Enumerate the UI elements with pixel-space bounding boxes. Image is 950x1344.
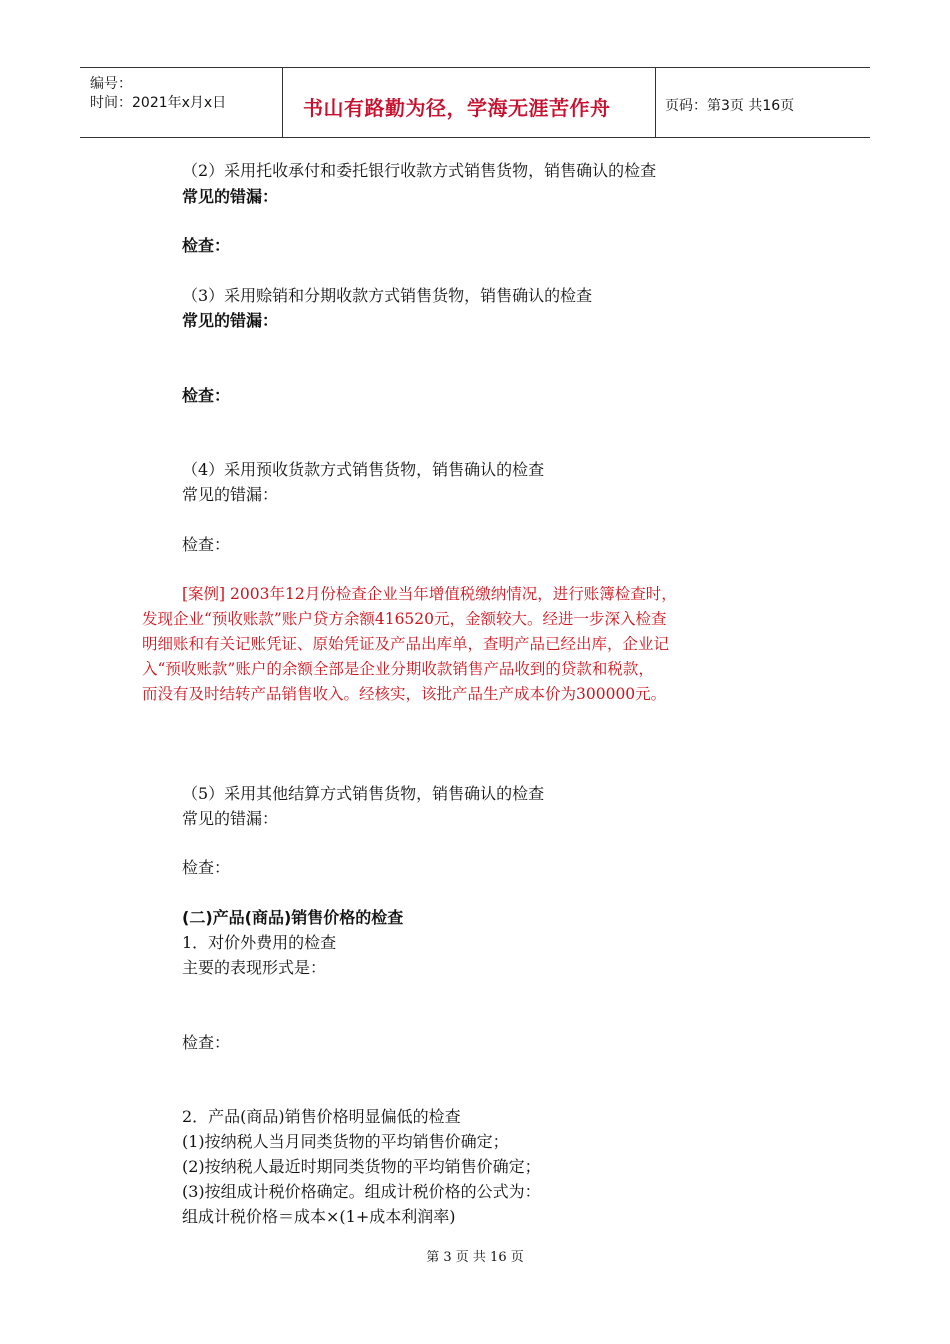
header-page-cell [656,68,870,137]
section-5-check-label: 检查： [182,858,231,877]
section-4-title: （4）采用预收货款方式销售货物，销售确认的检查 [182,460,545,479]
item-2-line-1: (1)按纳税人当月同类货物的平均销售价确定； [182,1132,509,1151]
header-page-info: 页码：第3页 共16页 [665,98,795,114]
item-2-line-4: 组成计税价格＝成本×(1+成本利润率) [182,1207,456,1226]
case-line-1: [案例] 2003年12月份检查企业当年增值税缴纳情况，进行账簿检查时， [182,585,677,603]
section-3-errors-label: 常见的错漏： [182,311,279,330]
section-4-errors-label: 常见的错漏： [182,485,279,504]
section-5-title: （5）采用其他结算方式销售货物，销售确认的检查 [182,784,545,803]
section-3-check-label: 检查： [182,386,231,405]
item-2-line-2: (2)按纳税人最近时期同类货物的平均销售价确定； [182,1157,541,1176]
section-3-title: （3）采用赊销和分期收款方式销售货物，销售确认的检查 [182,286,593,305]
section-2-errors-label: 常见的错漏： [182,187,279,206]
item-1-check-label: 检查： [182,1033,231,1052]
section-4-check-label: 检查： [182,535,231,554]
section-5-errors-label: 常见的错漏： [182,809,279,828]
item-1-forms-label: 主要的表现形式是： [182,958,327,977]
part-2-heading: (二)产品(商品)销售价格的检查 [182,908,404,927]
item-2-title: 2．产品(商品)销售价格明显偏低的检查 [182,1107,461,1126]
item-1-title: 1．对价外费用的检查 [182,933,337,952]
header-motto-cell [283,68,656,137]
case-line-4: 入“预收账款”账户的余额全部是企业分期收款销售产品收到的贷款和税款， [142,660,654,678]
case-line-2: 发现企业“预收账款”账户贷方余额416520元，金额较大。经进一步深入检查 [142,610,667,628]
section-2-title: （2）采用托收承付和委托银行收款方式销售货物，销售确认的检查 [182,161,657,180]
item-2-line-3: (3)按组成计税价格确定。组成计税价格的公式为： [182,1182,541,1201]
header-motto: 书山有路勤为径，学海无涯苦作舟 [303,96,611,120]
case-line-5: 而没有及时结转产品销售收入。经核实，该批产品生产成本价为300000元。 [142,685,667,703]
section-2-check-label: 检查： [182,236,231,255]
header-meta-cell [80,68,283,137]
document-date-label: 时间：2021年x月x日 [90,95,227,111]
page-header [80,67,870,138]
page-footer: 第 3 页 共 16 页 [426,1250,524,1265]
document-number-label: 编号： [90,76,132,92]
case-line-3: 明细账和有关记账凭证、原始凭证及产品出库单，查明产品已经出库，企业记 [142,635,670,653]
